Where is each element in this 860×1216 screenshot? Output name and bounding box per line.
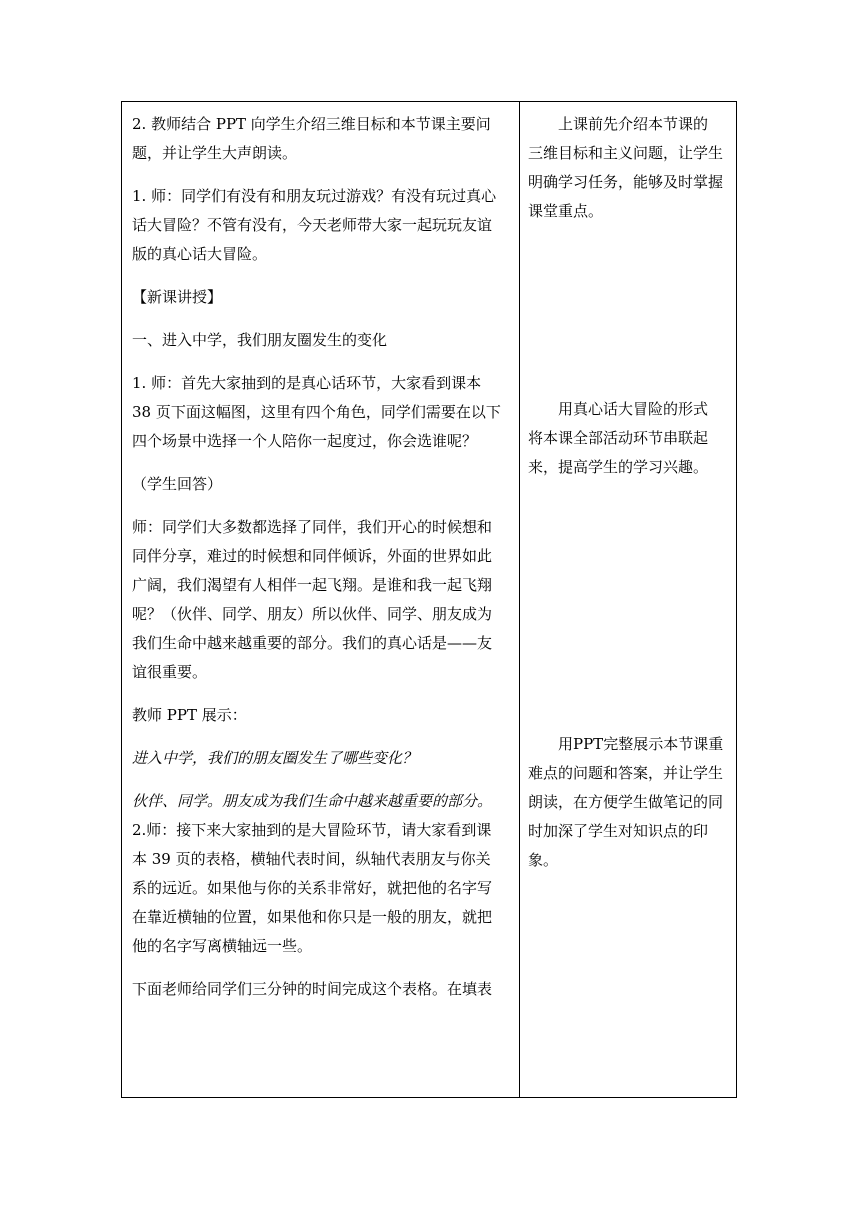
teaching-process-column <box>132 110 516 1095</box>
design-intent-column <box>528 110 728 1095</box>
text-line: 三维目标和主义问题，让学生 <box>528 144 724 162</box>
sub-title: 一、进入中学，我们朋友圈发生的变化 <box>132 331 388 349</box>
section-title: 【新课讲授】 <box>132 288 223 306</box>
text-line: 同伴分享，难过的时候想和同伴倾诉，外面的世界如此 <box>132 547 493 565</box>
text-line: 广阔，我们渴望有人相伴一起飞翔。是谁和我一起飞翔 <box>132 576 493 594</box>
text-line: 难点的问题和答案，并让学生 <box>528 764 724 782</box>
student-answer-note: （学生回答） <box>132 475 223 493</box>
note-goals <box>528 110 723 226</box>
text-line: 明确学习任务，能够及时掌握 <box>528 173 724 191</box>
text-line: 我们生命中越来越重要的部分。我们的真心话是——友 <box>132 634 493 652</box>
text-line: 师：同学们大多数都选择了同伴，我们开心的时候想和 <box>132 518 493 536</box>
paragraph-step-3: 下面老师给同学们三分钟的时间完成这个表格。在填表 <box>132 980 493 998</box>
text-line: 1. 师：同学们有没有和朋友玩过游戏？有没有玩过真心 <box>132 187 497 205</box>
note-game-format <box>528 395 708 482</box>
text-line: 将本课全部活动环节串联起 <box>528 429 709 447</box>
text-line: 象。 <box>528 851 559 869</box>
text-line: 谊很重要。 <box>132 663 208 681</box>
note-ppt-display <box>528 730 723 875</box>
ppt-answer: 伙伴、同学。朋友成为我们生命中越来越重要的部分。 <box>132 792 493 810</box>
text-line: 朗读，在方便学生做笔记的同 <box>528 793 724 811</box>
text-line: 38 页下面这幅图，这里有四个角色，同学们需要在以下 <box>132 403 501 421</box>
text-line: 时加深了学生对知识点的印 <box>528 822 709 840</box>
paragraph-intro <box>132 110 516 168</box>
text-line: 课堂重点。 <box>528 202 604 220</box>
text-line: 版的真心话大冒险。 <box>132 245 268 263</box>
text-line: 本 39 页的表格，横轴代表时间，纵轴代表朋友与你关 <box>132 850 491 868</box>
ppt-question: 进入中学，我们的朋友圈发生了哪些变化？ <box>132 749 418 767</box>
column-divider <box>519 102 520 1097</box>
text-line: 呢？（伙伴、同学、朋友）所以伙伴、同学、朋友成为 <box>132 605 493 623</box>
text-line: 他的名字写离横轴远一些。 <box>132 937 313 955</box>
text-line: 话大冒险？不管有没有，今天老师带大家一起玩玩友谊 <box>132 216 493 234</box>
text-line: 用PPT完整展示本节课重 <box>558 735 724 753</box>
paragraph-question-1 <box>132 182 516 269</box>
text-line: 1. 师：首先大家抽到的是真心话环节，大家看到课本 <box>132 374 482 392</box>
text-line: 四个场景中选择一个人陪你一起度过，你会选谁呢？ <box>132 432 478 450</box>
text-line: 上课前先介绍本节课的 <box>558 115 709 133</box>
text-line: 系的远近。如果他与你的关系非常好，就把他的名字写 <box>132 879 493 897</box>
text-line: 来，提高学生的学习兴趣。 <box>528 458 709 476</box>
text-line: 题，并让学生大声朗读。 <box>132 144 298 162</box>
text-line: 在靠近横轴的位置，如果他和你只是一般的朋友，就把 <box>132 908 493 926</box>
paragraph-step-1 <box>132 369 516 456</box>
ppt-show-label: 教师 PPT 展示： <box>132 706 247 724</box>
lesson-plan-table <box>121 101 737 1098</box>
text-line: 2.师：接下来大家抽到的是大冒险环节，请大家看到课 <box>132 821 492 839</box>
text-line: 用真心话大冒险的形式 <box>558 400 709 418</box>
text-line: 2. 教师结合 PPT 向学生介绍三维目标和本节课主要问 <box>132 115 491 133</box>
paragraph-step-2 <box>132 816 516 961</box>
paragraph-teacher-summary <box>132 513 516 687</box>
